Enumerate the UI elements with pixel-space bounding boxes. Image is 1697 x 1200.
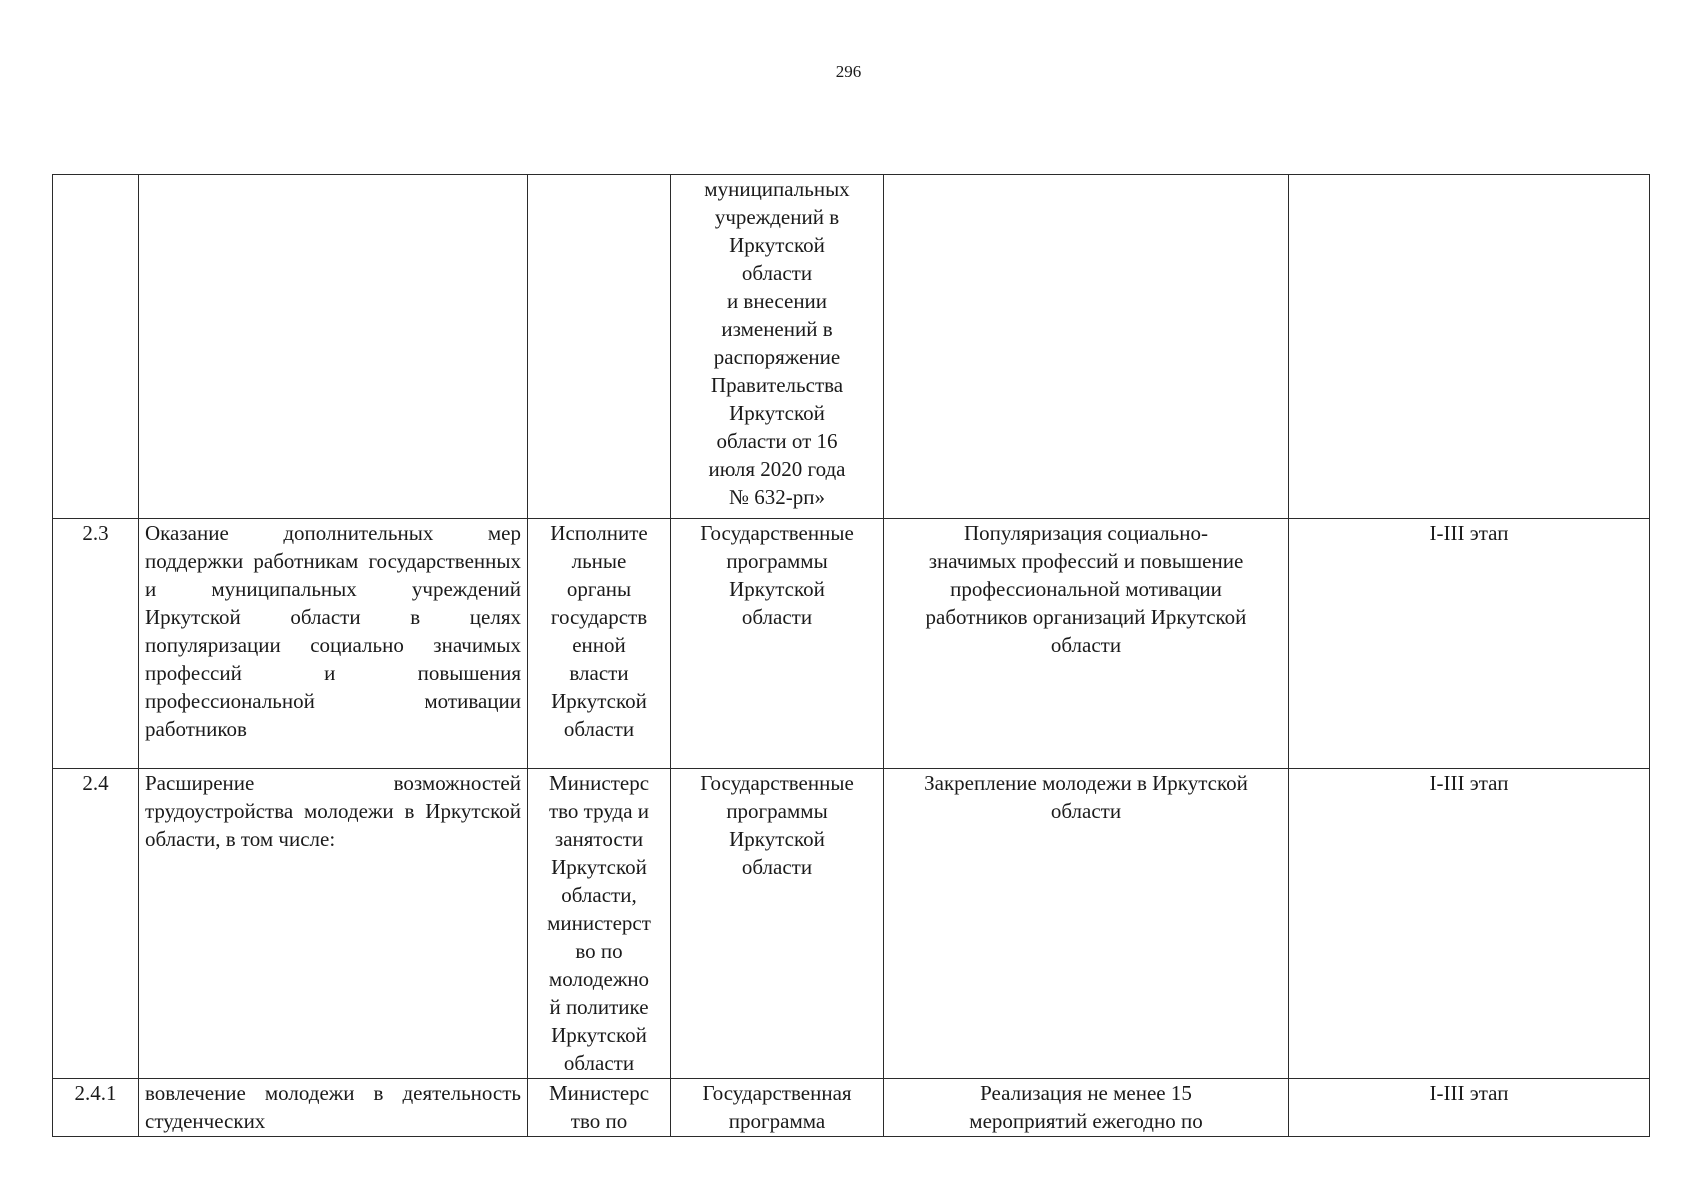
executor-cell	[528, 175, 671, 519]
table-row	[53, 175, 1650, 519]
table-row	[53, 519, 1650, 769]
source-cell: муниципальных учреждений в Иркутской области и внесении изменений в распоряжение Правительства Иркутской области от 16 июля 2020 года № 632-рп»	[671, 175, 884, 519]
source-cell: Государственная программа	[671, 1079, 884, 1137]
row-number: 2.3	[53, 519, 139, 769]
stage-cell: I-III этап	[1289, 769, 1650, 1079]
measures-table	[52, 174, 1650, 1137]
row-number	[53, 175, 139, 519]
row-number: 2.4.1	[53, 1079, 139, 1137]
executor-cell: Министерс тво труда и занятости Иркутской области, министерст во по молодежно й политике Иркутской области	[528, 769, 671, 1079]
source-cell: Государственные программы Иркутской области	[671, 769, 884, 1079]
stage-cell	[1289, 175, 1650, 519]
row-number: 2.4	[53, 769, 139, 1079]
measure-description: вовлечение молодежи в деятельность студенческих	[139, 1079, 528, 1137]
executor-cell: Исполните льные органы государств енной власти Иркутской области	[528, 519, 671, 769]
result-cell: Закрепление молодежи в Иркутской области	[884, 769, 1289, 1079]
executor-cell: Министерс тво по	[528, 1079, 671, 1137]
page-number: 296	[835, 62, 862, 81]
result-cell: Популяризация социально- значимых профессий и повышение профессиональной мотивации работников организаций Иркутской области	[884, 519, 1289, 769]
result-cell: Реализация не менее 15 мероприятий ежегодно по	[884, 1079, 1289, 1137]
measure-description	[139, 175, 528, 519]
table-row	[53, 1079, 1650, 1137]
table-row	[53, 769, 1650, 1079]
measure-description: Расширение возможностей трудоустройства молодежи в Иркутской области, в том числе:	[139, 769, 528, 1079]
result-cell	[884, 175, 1289, 519]
stage-cell: I-III этап	[1289, 1079, 1650, 1137]
source-cell: Государственные программы Иркутской области	[671, 519, 884, 769]
measure-description: Оказание дополнительных мер поддержки работникам государственных и муниципальных учреждений Иркутской области в целях популяризации социально значимых профессий и повышения профессиональной мотивации работников	[139, 519, 528, 769]
stage-cell: I-III этап	[1289, 519, 1650, 769]
